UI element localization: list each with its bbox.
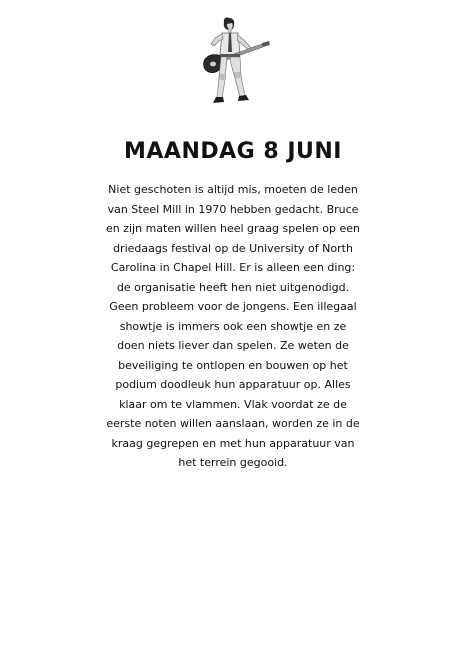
text-line: beveiliging te ontlopen en bouwen op het <box>118 358 348 372</box>
text-line: podium doodleuk hun apparatuur op. Alles <box>115 378 351 391</box>
page-title: MAANDAG 8 JUNI <box>124 139 342 164</box>
text-line: klaar om te vlammen. Vlak voordat ze de <box>119 397 347 411</box>
text-line: van Steel Mill in 1970 hebben gedacht. Bruce <box>107 202 359 216</box>
text-line: de organisatie heeft hen niet uitgenodigd. <box>116 280 350 294</box>
text-line: doen niets liever dan spelen. Ze weten de <box>117 339 349 352</box>
text-line: driedaags festival op de University of North <box>113 241 353 255</box>
text-line: en zijn maten willen heel graag spelen op een <box>105 222 360 235</box>
text-line: Niet geschoten is altijd mis, moeten de leden <box>108 183 358 196</box>
text-line: eerste noten willen aanslaan, worden ze in de <box>106 417 360 430</box>
text-line: showtje is immers ook een showtje en ze <box>119 319 347 333</box>
body-text <box>100 180 366 473</box>
text-line: het terrein gegooid. <box>178 456 288 469</box>
guitarist-illustration-icon <box>196 14 276 110</box>
text-line: Carolina in Chapel Hill. Er is alleen een ding: <box>110 261 356 274</box>
text-line: kraag gegrepen en met hun apparatuur van <box>111 436 355 450</box>
text-line: Geen probleem voor de jongens. Een illegaal <box>109 300 357 313</box>
